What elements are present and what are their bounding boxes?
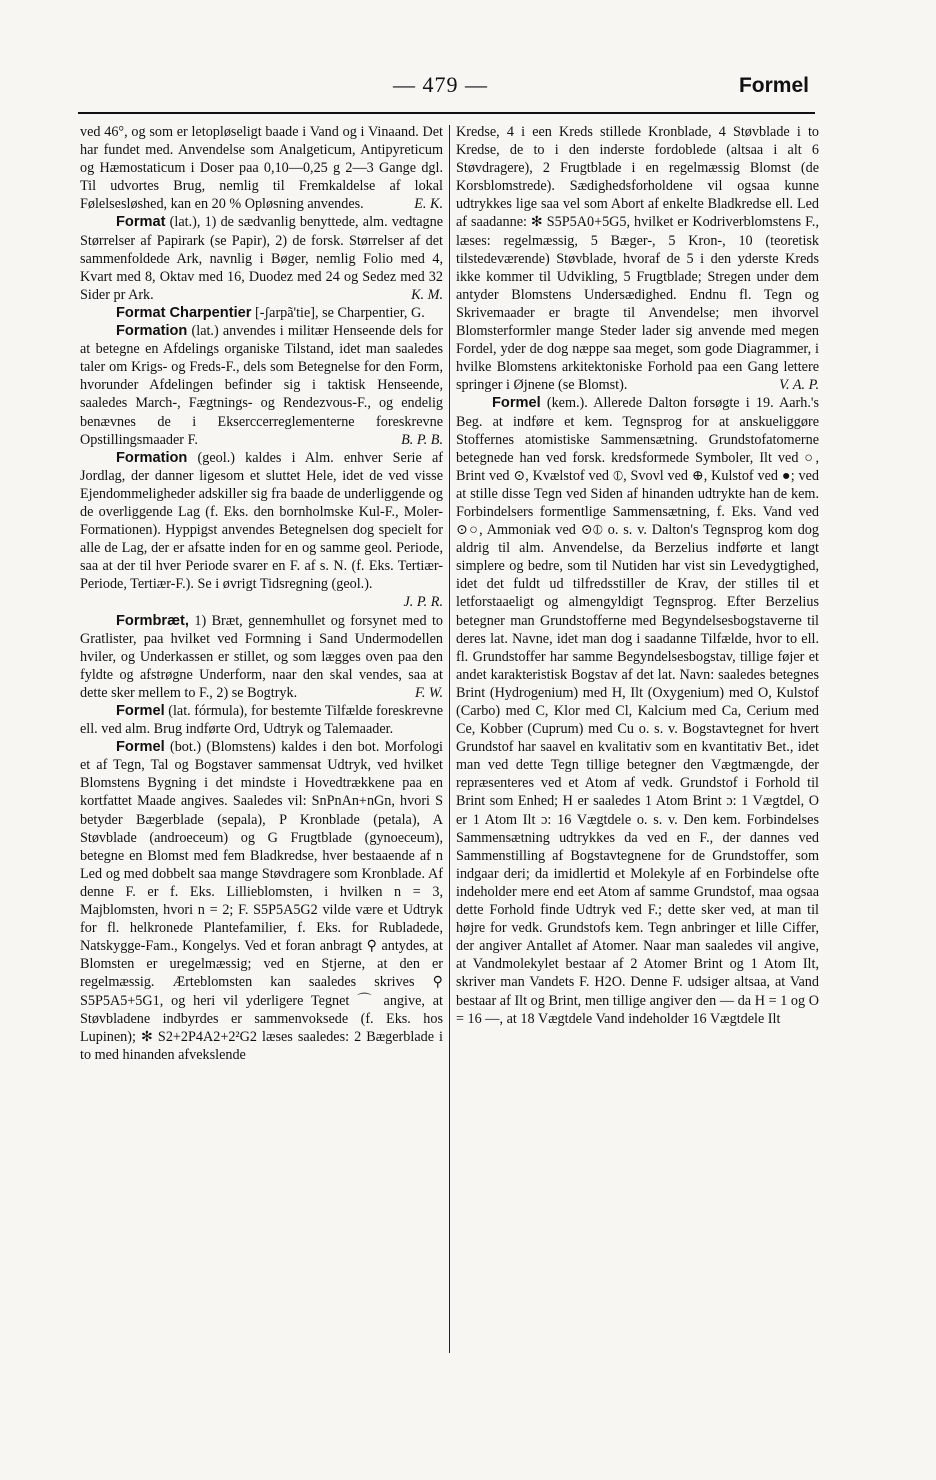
entry-headword: Formation	[116, 449, 188, 466]
author-signature: E. K.	[414, 196, 443, 213]
entry-text: (lat.), 1) de sædvanlig benyttede, alm. vedtagne Størrelser af Papirark (se Papir), 2) de forsk. Størrelser af det sammenfoldede Ark, navnlig i Bøger, nemlig Folio med 4, Kvart med 8, Oktav med 16, Duodez med 24 og Sedez med 32 Sider pr Ark.	[80, 214, 444, 303]
author-signature: K. M.	[411, 286, 443, 303]
right-column	[456, 123, 819, 1028]
dictionary-entry	[80, 702, 443, 738]
column-divider	[449, 125, 450, 1353]
dictionary-entry	[80, 213, 443, 303]
author-signature: F. W.	[415, 684, 443, 701]
entry-text: (lat.) anvendes i militær Henseende dels for at betegne en Afdelings organiske Tilstand, idet man saaledes taler om Krigs- og Freds-F., dels som Betegnelse for den Form, hvorunder Afdelingen befinder sig i taktisk Henseende, saaledes March-, Fægtnings- og Rendezvous-F., og endelig benævnes de i Ekserccerreglementerne foreskrevne Opstillingsmaader F.	[80, 323, 444, 448]
author-signature: B. P. B.	[401, 431, 443, 448]
entry-text: 1) Bræt, gennemhullet og forsynet med to Gratlister, paa hvilket ved Formning i Sand Undermodellen hviler, og Underkassen er stillet, og som lægges oven paa den fyldte og afstrøgne Underform, naar den skal vendes, saa at dette sker mellem to F., 2) se Bogtryk.	[80, 612, 443, 701]
header-rule	[78, 112, 815, 114]
entry-headword: Formel	[492, 395, 541, 412]
entry-text: (geol.) kaldes i Alm. enhver Serie af Jordlag, der danner ligesom et sluttet Hele, idet de ved visse Ejendommeligheder adskiller sig fra baade de underliggende og de overliggende Lag (f. Eks. den bornholmske Kul-F., Moler-Formationen). Hyppigst anvendes Betegnelsen dog specielt for alle de Lag, der er afsatte inden for en og samme geol. Periode, saa at der til hver Periode svarer en F. af s. N. (f. Eks. Tertiær-Periode, Tertiær-F.). Se i øvrigt Tidsregning (geol.).	[80, 449, 443, 593]
left-column	[80, 123, 443, 1064]
entry-text: (lat. fórmula), for bestemte Tilfælde foreskrevne ell. ved alm. Brug indførte Ord, Udtryk og Talemaader.	[80, 703, 443, 738]
dictionary-entry	[456, 394, 819, 1027]
entry-text: (bot.) (Blomstens) kaldes i den bot. Morfologi et af Tegn, Tal og Bogstaver sammensat Udtryk, ved hvilket Blomstens Bygning i det mindste i Hovedtrækkene paa en kortfattet Maade angives. Saaledes vil: SnPnAn+nGn, hvori S betyder Bægerblade (sepala), P Kronblade (petala), A Støvblade (androeceum) og G Frugtblade (gynoeceum), betegne en Blomst med fem Bladkredse, hver bestaaende af n Led og med dobbelt saa mange Støvdragere som Kronblade. Af denne F. er f. Eks. Lillieblomsten, i hvilken n = 3, Majblomsten, hvori n = 2; F. S5P5A5G2 vilde være et Udtryk for fl. helkronede Plantefamilier, f. Eks. for Rubladede, Natskygge-Fam., Kongelys. Ved et foran anbragt ⚲ antydes, at Blomsten er uregelmæssig; ved en Stjerne, at den er regelmæssig. Ærteblomsten kan saaledes skrives ⚲ S5P5A5+5G1, og heri vil yderligere Tegnet ⌒ angive, at Støvbladene indbyrdes er sammenvoksede (f. Eks. hos Lupinen); ✻ S2+2P4A2+2²G2 læses saaledes: 2 Bægerblade i to med hinanden afvekslende	[80, 739, 443, 1063]
dictionary-entry	[80, 322, 443, 449]
page-number: — 479 —	[393, 72, 488, 97]
author-signature: V. A. P.	[779, 377, 819, 394]
entry-headword: Formel	[116, 703, 165, 719]
dictionary-entry	[80, 738, 443, 1064]
dictionary-entry	[80, 612, 443, 702]
dictionary-entry	[456, 123, 819, 394]
entry-headword: Formation	[116, 323, 188, 340]
entry-headword: Formbræt,	[116, 612, 189, 629]
entry-headword: Format	[116, 214, 166, 231]
page-header	[78, 68, 813, 108]
entry-text: ved 46°, og som er letopløseligt baade i Vand og i Vinaand. Det har fundet med. Anvendelse som Analgeticum, Antipyreticum og Hæmostaticum i Doser paa 0,10—0,25 g 2—3 Gange dgl. Til udvortes Brug, nemlig til Fremkaldelse af lokal Følelsesløshed, kan en 20 % Opløsning anvendes.	[80, 124, 443, 213]
dictionary-entry	[80, 304, 443, 322]
entry-text: [-ʃarpã'tie], se Charpentier, G.	[254, 304, 425, 321]
dictionary-entry	[80, 123, 443, 213]
entry-headword: Format Charpentier	[116, 304, 252, 321]
author-signature: J. P. R.	[403, 594, 443, 611]
entry-text: Kredse, 4 i een Kreds stillede Kronblade, 4 Støvblade i to Kredse, de to i den inderste fordoblede (altsaa i alt 6 Støvdragere), 2 Frugtblade i en regelmæssig Blomst (de Korsblomstrede). Sædighedsforholdene vil ogsaa kunne udtrykkes lige saa vel som Abort af enkelte Bladkredse ell. Led af saadanne: ✻ S5P5A0+5G5, hvilket er Kodriverblomstens F., læses: regelmæssig, 5 Bæger-, 5 Kron-, 10 (teoretisk tilstedeværende) Støvblade, hvoraf de 5 i den yderste Kreds ikke kommer til Udvikling, 5 Frugtblade; Stregen under dem antyder Blomstens Undersædighed. Endnu fl. Tegn og Skrivemaader er bragte til Anvendelse; men ihvorvel Blomsterformler mange Steder lader sig anvende med megen Fordel, yder de dog næppe saa meget, som gode Diagrammer, i hvilke Blomstens arkitektoniske Forhold paa een Gang lettere springer i Øjnene (se Blomst).	[456, 124, 819, 394]
running-headword: Formel	[738, 74, 809, 97]
entry-headword: Formel	[116, 739, 165, 756]
dictionary-entry	[80, 449, 443, 612]
entry-text: (kem.). Allerede Dalton forsøgte i 19. Aarh.'s Beg. at indføre et kem. Tegnsprog for at anskueliggøre Stoffernes atomistiske Sammensætning. Grundstofatomerne betegnede han ved forsk. kredsformede Symboler, Ilt ved ○, Brint ved ⊙, Kvælstof ved ⦶, Svovl ved ⊕, Kulstof ved ●; ved at stille disse Tegn ved Siden af hinanden udtrykte han de kem. Forbindelsers formentlige Sammensætning, f. Eks. Vand ved ⊙○, Ammoniak ved ⊙⦶ o. s. v. Dalton's Tegnsprog kom dog aldrig til alm. Anvendelse, da Berzelius indførte et langt simplere og bedre, som til Nutiden har vist sin Levedygtighed, idet det fuldt ud tilfredsstiller de Krav, der stilles til et letforstaaeligt og almengyldigt Tegnsprog. Efter Berzelius betegner man Grundstofferne med Begyndelsesbogstaverne til deres lat. Navne, idet man dog i saadanne Tilfælde, hvor to ell. fl. Grundstoffer har samme Begyndelsesbogstav, tillige føjer et andet karakteristisk Bogstav af det lat. Navn: saaledes betegnes Brint (Hydrogenium) med H, Ilt (Oxygenium) med O, Kulstof (Carbo) med C, Klor med Cl, Kalcium med Ca, Cerium med Ce, Kobber (Cuprum) med Cu o. s. v. Bogstavtegnet for hvert Grundstof har saavel en kvalitativ som en kvantitativ Bet., idet man ved dette Tegn tillige betegner den Vægtmængde, der repræsenteres ved et Atom af vedk. Grundstof i Forhold til Brint som Enhed; H er saaledes 1 Atom Brint ɔ: 1 Vægtdel, O er 1 Atom Ilt ɔ: 16 Vægtdele o. s. v. Den kem. Forbindelses Sammensætning udtrykkes da ved en F., der dannes ved Sammenstilling af Bogstavtegnene for de Grundstoffer, som indgaar deri; da imidlertid et Molekyle af en Forbindelse ofte indeholder mere end eet Atom af samme Grundstof, maa ogsaa dette Forhold finde Udtryk ved F.; dette sker ved, at man til højre for vedk. Grundstofs kem. Tegn anbringer et lille Ciffer, der angiver Antallet af Atomer. Naar man saaledes vil angive, at Vandmolekylet bestaar af 2 Atomer Brint og 1 Atom Ilt, skriver man Vandets F. H2O. Denne F. udsiger altsaa, at Vand bestaar af Ilt og Brint, men tillige angiver den — da H = 1 og O = 16 —, at 18 Vægtdele Vand indeholder 16 Vægtdele Ilt	[456, 395, 820, 1027]
